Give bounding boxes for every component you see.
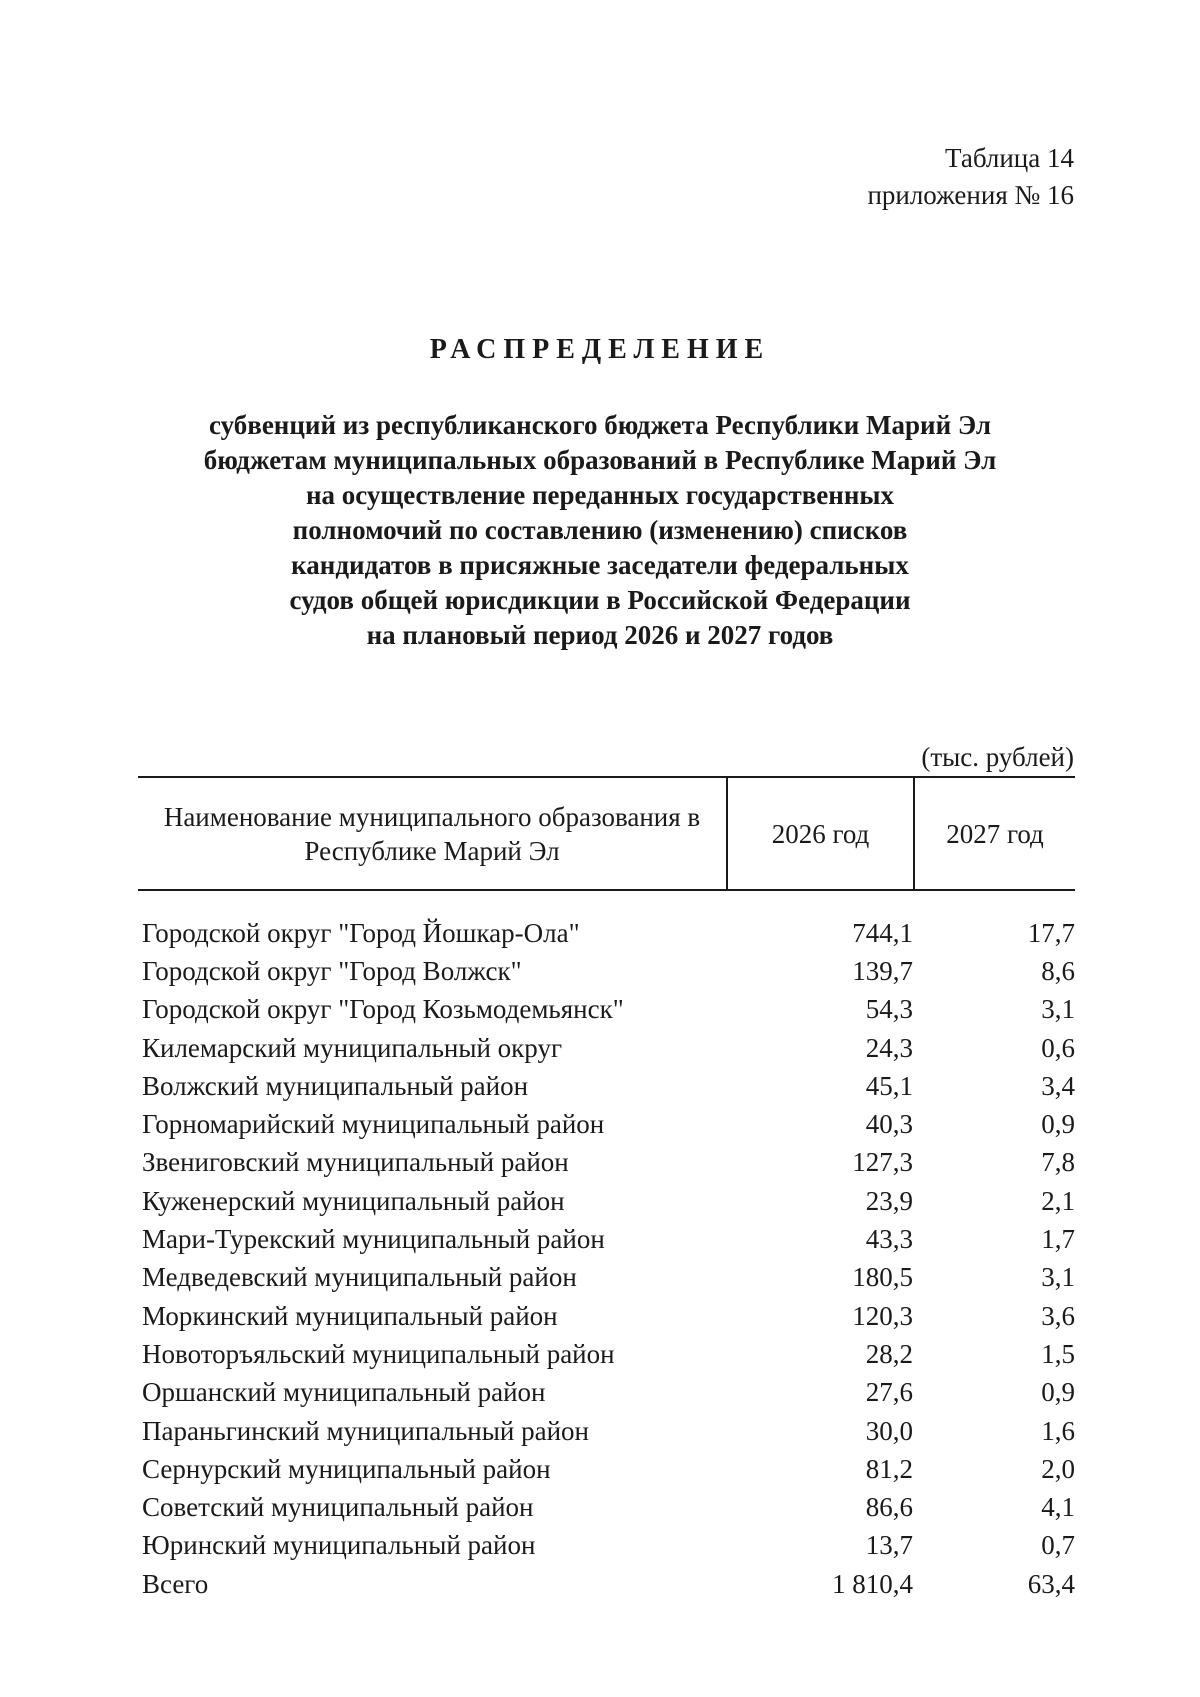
subtitle-line: полномочий по составлению (изменению) списков	[292, 515, 908, 545]
municipality-name: Городской округ "Город Йошкар-Ола"	[142, 917, 580, 948]
value-2026: 28,2	[865, 1338, 913, 1369]
municipality-name: Городской округ "Город Волжск"	[142, 955, 522, 986]
table-row	[138, 914, 1075, 952]
subtitle-line: кандидатов в присяжные заседатели федеральных	[291, 550, 909, 580]
value-2026: 43,3	[865, 1224, 913, 1255]
table-row	[138, 1105, 1075, 1143]
document-title: РАСПРЕДЕЛЕНИЕ	[429, 334, 771, 365]
header-2027: 2027 год	[946, 818, 1044, 849]
distribution-table	[138, 776, 1075, 1603]
municipality-name: Всего	[142, 1568, 209, 1599]
table-row	[138, 1144, 1075, 1182]
value-2027: 8,6	[1041, 955, 1075, 986]
municipality-name: Оршанский муниципальный район	[142, 1377, 546, 1408]
value-2027: 2,0	[1041, 1453, 1075, 1484]
value-2026: 45,1	[865, 1070, 913, 1101]
table-row	[138, 952, 1075, 990]
value-2026: 13,7	[865, 1530, 913, 1561]
table-row	[138, 1182, 1075, 1220]
table-row	[138, 1374, 1075, 1412]
table-body	[138, 891, 1075, 1603]
table-number: Таблица 14	[945, 143, 1074, 173]
table-row	[138, 1259, 1075, 1297]
value-2027: 3,4	[1041, 1070, 1075, 1101]
subtitle-line: судов общей юрисдикции в Российской Федерации	[289, 585, 911, 615]
value-2027: 1,7	[1041, 1224, 1075, 1255]
value-2027: 0,6	[1041, 1032, 1075, 1063]
municipality-name: Советский муниципальный район	[142, 1492, 534, 1523]
municipality-name: Килемарский муниципальный округ	[142, 1032, 563, 1063]
municipality-name: Медведевский муниципальный район	[142, 1262, 577, 1293]
municipality-name: Звениговский муниципальный район	[142, 1147, 569, 1178]
value-2027: 0,9	[1041, 1377, 1075, 1408]
table-row	[138, 1488, 1075, 1526]
table-row	[138, 1527, 1075, 1565]
value-2027: 17,7	[1027, 917, 1075, 948]
value-2027: 2,1	[1041, 1185, 1075, 1216]
subtitle-line: на осуществление переданных государственных	[306, 480, 894, 510]
value-2027: 0,7	[1041, 1530, 1075, 1561]
value-2026: 744,1	[852, 917, 913, 948]
municipality-name: Волжский муниципальный район	[142, 1070, 529, 1101]
value-2026: 86,6	[865, 1492, 913, 1523]
value-2026: 127,3	[852, 1147, 913, 1178]
table-row	[138, 1067, 1075, 1105]
value-2026: 23,9	[865, 1185, 913, 1216]
value-2027: 1,6	[1041, 1415, 1075, 1446]
subtitle-line: субвенций из республиканского бюджета Республики Марий Эл	[208, 410, 992, 440]
header-municipality: Наименование муниципального образования в Республике Марий Эл	[138, 778, 728, 889]
value-2026: 180,5	[852, 1262, 913, 1293]
table-row	[138, 1297, 1075, 1335]
table-row	[138, 1220, 1075, 1258]
value-2026: 139,7	[852, 955, 913, 986]
header-2026: 2026 год	[728, 778, 915, 889]
table-row	[138, 991, 1075, 1029]
municipality-name: Юринский муниципальный район	[142, 1530, 536, 1561]
value-2027: 0,9	[1041, 1109, 1075, 1140]
table-reference	[867, 140, 1074, 214]
value-2027: 1,5	[1041, 1338, 1075, 1369]
value-2026: 40,3	[865, 1109, 913, 1140]
value-2026: 27,6	[865, 1377, 913, 1408]
municipality-name: Параньгинский муниципальный район	[142, 1415, 589, 1446]
municipality-name: Моркинский муниципальный район	[142, 1300, 558, 1331]
value-2027: 7,8	[1041, 1147, 1075, 1178]
municipality-name: Горномарийский муниципальный район	[142, 1109, 605, 1140]
value-2027: 63,4	[1027, 1568, 1075, 1599]
value-2026: 24,3	[865, 1032, 913, 1063]
subtitle-line: бюджетам муниципальных образований в Республике Марий Эл	[203, 445, 997, 475]
table-total-row	[138, 1565, 1075, 1603]
value-2027: 3,1	[1041, 994, 1075, 1025]
municipality-name: Новоторъяльский муниципальный район	[142, 1338, 615, 1369]
table-row	[138, 1029, 1075, 1067]
value-2026: 120,3	[852, 1300, 913, 1331]
value-2026: 54,3	[865, 994, 913, 1025]
table-row	[138, 1450, 1075, 1488]
municipality-name: Мари-Турекский муниципальный район	[142, 1224, 605, 1255]
table-header	[138, 776, 1075, 891]
value-2026: 1 810,4	[832, 1568, 913, 1599]
value-2027: 3,6	[1041, 1300, 1075, 1331]
document-subtitle	[0, 408, 1200, 653]
value-2026: 81,2	[865, 1453, 913, 1484]
units-label: (тыс. рублей)	[921, 742, 1074, 772]
municipality-name: Куженерский муниципальный район	[142, 1185, 565, 1216]
value-2026: 30,0	[865, 1415, 913, 1446]
table-row	[138, 1335, 1075, 1373]
municipality-name: Сернурский муниципальный район	[142, 1453, 551, 1484]
appendix-number: приложения № 16	[867, 180, 1074, 210]
value-2027: 3,1	[1041, 1262, 1075, 1293]
value-2027: 4,1	[1041, 1492, 1075, 1523]
subtitle-line: на плановый период 2026 и 2027 годов	[366, 620, 834, 650]
municipality-name: Городской округ "Город Козьмодемьянск"	[142, 994, 624, 1025]
table-row	[138, 1412, 1075, 1450]
